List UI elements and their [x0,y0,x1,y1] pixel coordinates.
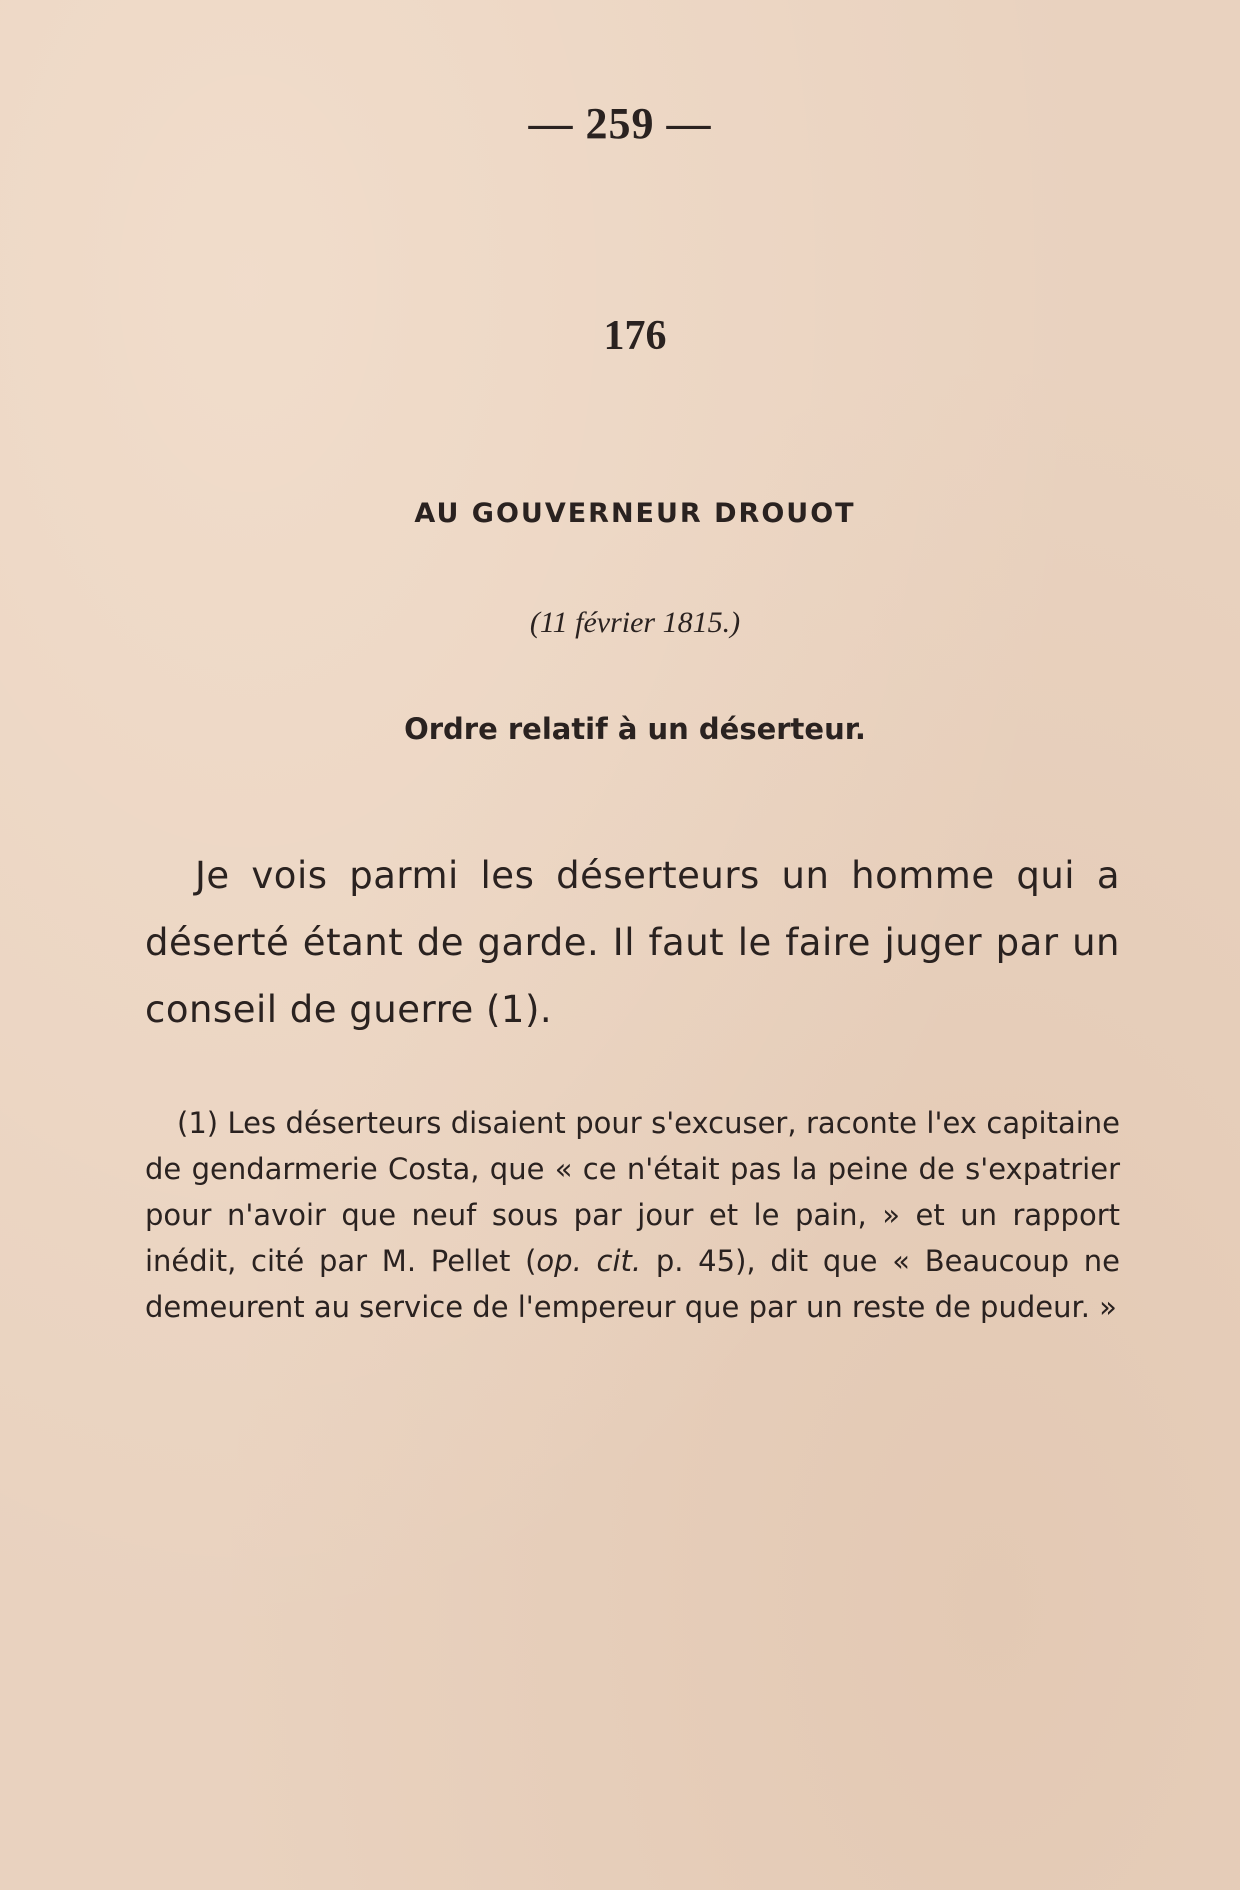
page-number: — 259 — [528,99,712,148]
letter-summary: Ordre relatif à un déserteur. [404,712,866,746]
footnote-text-end: p. 45), dit que « Beaucoup ne demeurent au service de l'empereur que par un reste de pudeur. » [145,1244,1120,1324]
letter-body: Je vois parmi les déserteurs un homme qui a déserté étant de garde. Il faut le faire juger par un conseil de guerre (1). [145,854,1120,1031]
footnote [145,1100,1120,1330]
footnote-citation: op. cit. [536,1244,642,1278]
letter-date: (11 février 1815.) [529,606,741,639]
letter-number: 176 [603,313,667,359]
footnote-text-start: (1) Les déserteurs disaient pour s'excuser, raconte l'ex capitaine de gendarmerie Costa, que « ce n'était pas la peine de s'expatrier pour n'avoir que neuf sous par jour et le pain, » et un rapport inédit, cité par M. Pellet ( [145,1106,1120,1278]
letter-addressee: AU GOUVERNEUR DROUOT [414,498,856,529]
